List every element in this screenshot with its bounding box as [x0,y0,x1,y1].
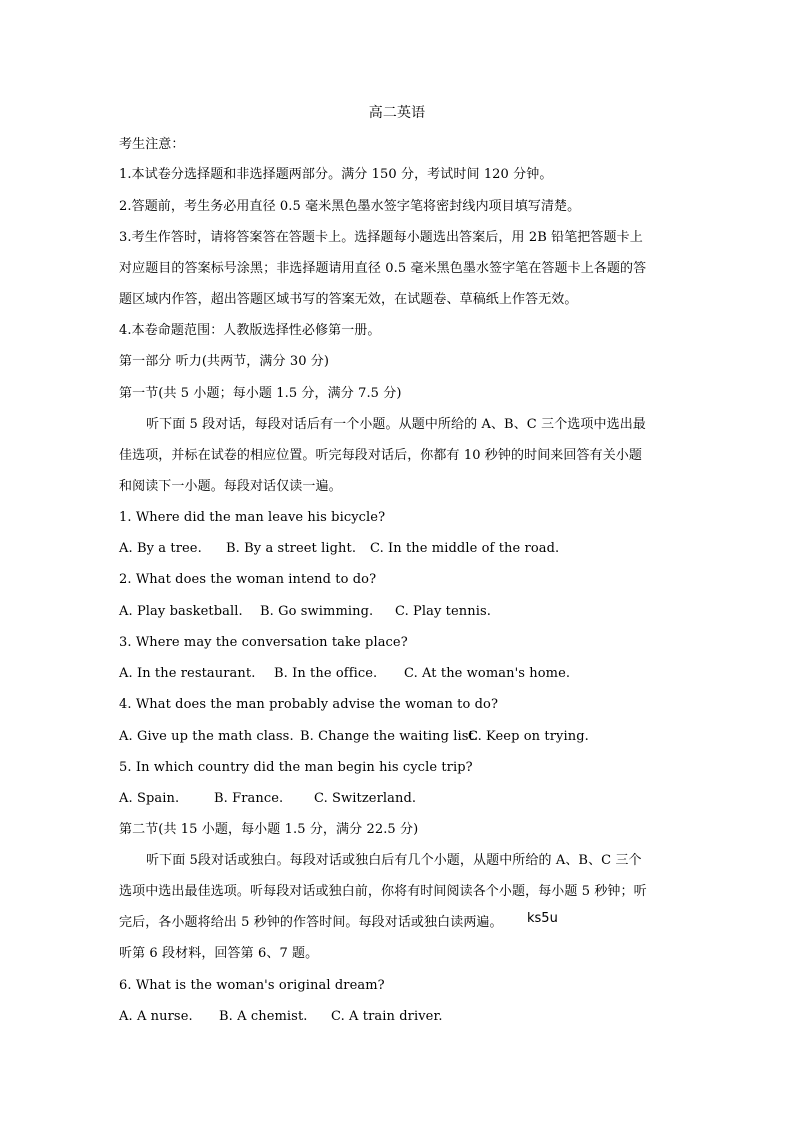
section1-instruction: 和阅读下一小题。每段对话仅读一遍。 [119,479,342,494]
question-text: 6. What is the woman's original dream? [119,978,385,993]
part1-heading: 第一部分 听力(共两节，满分 30 分) [119,354,330,369]
question-text: 2. What does the woman intend to do? [119,572,377,587]
option-a: A. Give up the math class. [119,729,294,744]
section2-heading: 第二节(共 15 小题，每小题 1.5 分，满分 22.5 分) [119,822,419,837]
section2-instruction: 选项中选出最佳选项。听每段对话或独白前，你将有时间阅读各个小题，每小题 5 秒钟；听 [119,884,647,899]
answer-options [119,541,559,557]
option-b: B. France. [214,791,284,806]
section1-instruction: 佳选项，并标在试卷的相应位置。听完每段对话后，你都有 10 秒钟的时间来回答有关小题 [119,448,643,463]
notice-heading: 考生注意： [119,137,185,152]
option-a: A. A nurse. [119,1009,193,1024]
option-c: C. Play tennis. [395,604,492,619]
question-text: 5. In which country did the man begin his cycle trip? [119,760,473,775]
answer-options [119,791,416,807]
option-a: A. By a tree. [119,541,202,556]
watermark-text: ks5u [527,911,558,926]
answer-options [119,729,589,745]
page-title: 高二英语 [368,105,426,121]
option-a: A. In the restaurant. [119,666,256,681]
question-text: 3. Where may the conversation take place? [119,635,408,650]
answer-options [119,666,570,682]
option-c: C. Switzerland. [314,791,417,806]
option-b: B. A chemist. [219,1009,308,1024]
option-b: B. In the office. [274,666,378,681]
answer-options [119,604,491,620]
notice-line: 2.答题前，考生务必用直径 0.5 毫米黑色墨水签字笔将密封线内项目填写清楚。 [119,199,581,214]
option-c: C. In the middle of the road. [370,541,560,556]
option-c: C. Keep on trying. [468,729,589,744]
material-note: 听第 6 段材料，回答第 6、7 题。 [119,946,319,961]
question-text: 4. What does the man probably advise the woman to do? [119,697,499,712]
notice-line: 题区域内作答，超出答题区域书写的答案无效，在试题卷、草稿纸上作答无效。 [119,292,578,307]
section1-instruction: 听下面 5 段对话，每段对话后有一个小题。从题中所给的 A、B、C 三个选项中选出最 [146,417,646,432]
option-b: B. Go swimming. [260,604,374,619]
section1-heading: 第一节(共 5 小题；每小题 1.5 分，满分 7.5 分) [119,386,402,401]
section2-instruction: 听下面 5段对话或独白。每段对话或独白后有几个小题，从题中所给的 A、B、C 三个 [146,853,642,868]
option-c: C. At the woman's home. [404,666,571,681]
option-b: B. Change the waiting list. [300,729,479,744]
notice-line: 1.本试卷分选择题和非选择题两部分。满分 150 分，考试时间 120 分钟。 [119,167,553,182]
answer-options [119,1009,443,1025]
option-b: B. By a street light. [226,541,357,556]
section2-instruction: 完后，各小题将给出 5 秒钟的作答时间。每段对话或独白读两遍。 [119,915,503,930]
question-text: 1. Where did the man leave his bicycle? [119,510,386,525]
option-a: A. Play basketball. [119,604,243,619]
option-c: C. A train driver. [331,1009,443,1024]
notice-line: 4.本卷命题范围：人教版选择性必修第一册。 [119,323,381,338]
notice-line: 对应题目的答案标号涂黑；非选择题请用直径 0.5 毫米黑色墨水签字笔在答题卡上各题的答 [119,261,647,276]
notice-line: 3.考生作答时，请将答案答在答题卡上。选择题每小题选出答案后，用 2B 铅笔把答题卡上 [119,230,643,245]
option-a: A. Spain. [119,791,180,806]
